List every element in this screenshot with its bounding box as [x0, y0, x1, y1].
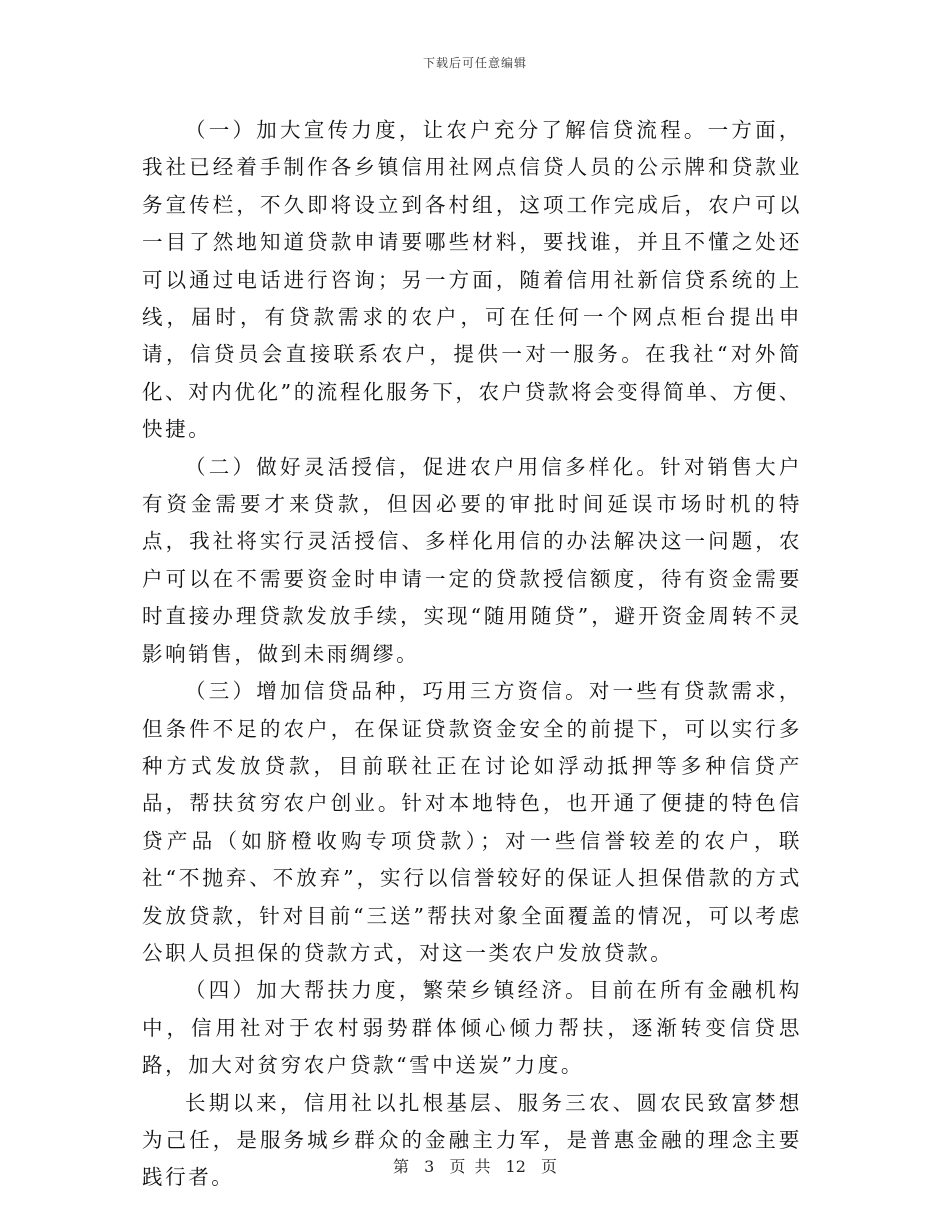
paragraph-5: 长期以来，信用社以扎根基层、服务三农、圆农民致富梦想为己任，是服务城乡群众的金融主力军，是普惠金融的理念主要践行者。: [142, 1090, 802, 1190]
current-page-number: 3: [424, 1157, 435, 1176]
paragraph-2: （二）做好灵活授信，促进农户用信多样化。针对销售大户有资金需要才来贷款，但因必要的审批时间延误市场时机的特点，我社将实行灵活授信、多样化用信的办法解决这一问题，农户可以在不需要资金时申请一定的贷款授信额度，待有资金需要时直接办理贷款发放手续，实现“随用随贷”，避开资金周转不灵影响销售，做到未雨绸缪。: [142, 454, 802, 666]
paragraph-3: （三）增加信贷品种，巧用三方资信。对一些有贷款需求，但条件不足的农户，在保证贷款资金安全的前提下，可以实行多种方式发放贷款，目前联社正在讨论如浮动抵押等多种信贷产品，帮扶贫穷农户创业。针对本地特色，也开通了便捷的特色信贷产品（如脐橙收购专项贷款）；对一些信誉较差的农户，联社“不抛弃、不放弃”，实行以信誉较好的保证人担保借款的方式发放贷款，针对目前“三送”帮扶对象全面覆盖的情况，可以考虑公职人员担保的贷款方式，对这一类农户发放贷款。: [142, 679, 802, 965]
page-header-note: 下载后可任意编辑: [422, 56, 527, 70]
footer-suffix: 页: [541, 1157, 558, 1176]
total-page-count: 12: [505, 1157, 526, 1176]
paragraph-4: （四）加大帮扶力度，繁荣乡镇经济。目前在所有金融机构中，信用社对于农村弱势群体倾心倾力帮扶，逐渐转变信贷思路，加大对贫穷农户贷款“雪中送炭”力度。: [142, 978, 802, 1078]
footer-prefix: 第: [392, 1157, 409, 1176]
page-footer: [0, 1154, 950, 1177]
footer-middle: 页 共: [449, 1157, 491, 1176]
document-body: [142, 112, 802, 1197]
paragraph-1: （一）加大宣传力度，让农户充分了解信贷流程。一方面，我社已经着手制作各乡镇信用社网点信贷人员的公示牌和贷款业务宣传栏，不久即将设立到各村组，这项工作完成后，农户可以一目了然地知道贷款申请要哪些材料，要找谁，并且不懂之处还可以通过电话进行咨询；另一方面，随着信用社新信贷系统的上线，届时，有贷款需求的农户，可在任何一个网点柜台提出申请，信贷员会直接联系农户，提供一对一服务。在我社“对外简化、对内优化”的流程化服务下，农户贷款将会变得简单、方便、快捷。: [142, 118, 802, 442]
